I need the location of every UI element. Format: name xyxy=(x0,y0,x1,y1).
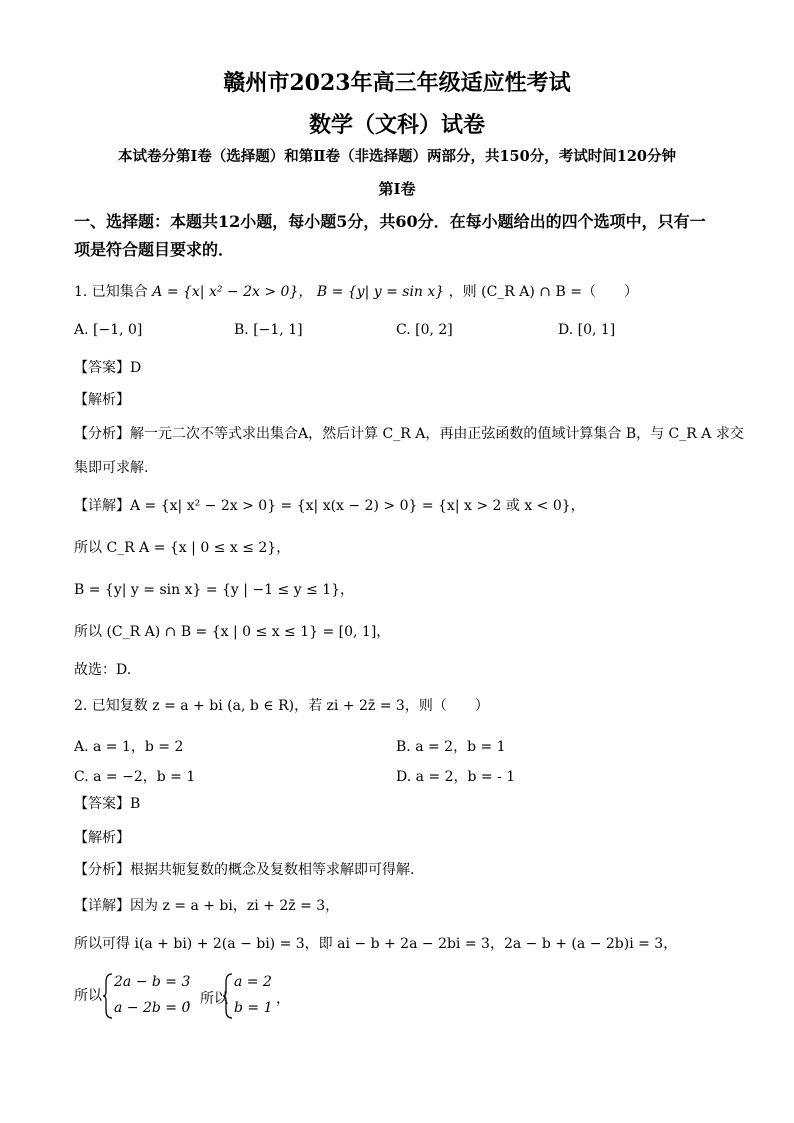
q1-analysis-line2: 集即可求解. xyxy=(74,460,149,476)
q2-detail-line1: 【详解】因为 z = a + bi，zi + 2z̄ = 3， xyxy=(74,898,340,914)
q1-answer: 【答案】D xyxy=(74,360,142,376)
exam-title: 赣州市2023年高三年级适应性考试 xyxy=(223,70,571,96)
q2-stem: 2. 已知复数 z = a + bi (a, b ∈ R)，若 zi + 2z̄ = 3，则（ ） xyxy=(74,698,489,714)
q1-detail-line5: 故选：D. xyxy=(74,662,132,678)
q2-system1-bottom: a − 2b = 0 xyxy=(114,1000,191,1016)
q2-option-c: C. a = −2，b = 1 xyxy=(74,769,196,785)
q2-system2-bottom: b = 1 xyxy=(234,1000,273,1016)
q1-set-b: B = {y| y = sin x} xyxy=(316,284,445,300)
q1-option-c: C. [0, 2] xyxy=(396,322,453,338)
q1-analysis-tag: 【解析】 xyxy=(74,392,130,408)
volume-label: 第Ⅰ卷 xyxy=(378,180,416,198)
q2-option-b: B. a = 2，b = 1 xyxy=(396,739,506,755)
q2-analysis-line1: 【分析】根据共轭复数的概念及复数相等求解即可得解. xyxy=(74,862,415,878)
q1-option-b: B. [−1, 1] xyxy=(234,322,303,338)
q1-stem-start: 1. 已知集合 xyxy=(74,284,148,300)
q2-analysis-tag: 【解析】 xyxy=(74,830,130,846)
q2-system-mid: ，所以 xyxy=(186,991,228,1007)
q1-detail-line1: 【详解】A = {x| x² − 2x > 0} = {x| x(x − 2) > 0} = {x| x > 2 或 x < 0}， xyxy=(74,498,585,514)
q1-option-d: D. [0, 1] xyxy=(558,322,616,338)
exam-note: 本试卷分第Ⅰ卷（选择题）和第Ⅱ卷（非选择题）两部分，共150分，考试时间120分钟 xyxy=(117,148,677,165)
section-heading-line2: 项是符合题目要求的． xyxy=(74,240,235,259)
q1-analysis-line1: 【分析】解一元二次不等式求出集合A，然后计算 C_R A，再由正弦函数的值域计算集合 B，与 C_R A 求交 xyxy=(74,426,744,442)
q2-system2-brace-icon xyxy=(222,972,234,1020)
q2-system-lead: 所以 xyxy=(74,988,102,1004)
q1-option-a: A. [−1, 0] xyxy=(74,322,143,338)
q1-detail-line3: B = {y| y = sin x} = {y | −1 ≤ y ≤ 1}， xyxy=(74,582,355,598)
exam-subtitle: 数学（文科）试卷 xyxy=(308,112,485,138)
q2-answer: 【答案】B xyxy=(74,796,141,812)
q1-set-a: A = {x| x² − 2x > 0}， xyxy=(152,284,313,300)
q2-option-d: D. a = 2，b = - 1 xyxy=(396,769,516,785)
q2-option-a: A. a = 1，b = 2 xyxy=(74,739,184,755)
section-heading-line1: 一、选择题：本题共12小题，每小题5分，共60分．在每小题给出的四个选项中，只有一 xyxy=(74,212,706,231)
q1-stem-end: ，则 (C_R A) ∩ B =（ ） xyxy=(448,284,638,300)
q2-system1-top: 2a − b = 3 xyxy=(114,974,191,990)
q1-detail-line4: 所以 (C_R A) ∩ B = {x | 0 ≤ x ≤ 1} = [0, 1]， xyxy=(74,624,391,640)
q2-system-end: ， xyxy=(276,991,290,1007)
q2-system2-top: a = 2 xyxy=(234,974,272,990)
q1-detail-line2: 所以 C_R A = {x | 0 ≤ x ≤ 2}， xyxy=(74,540,291,556)
q2-detail-line2: 所以可得 i(a + bi) + 2(a − bi) = 3，即 ai − b + 2a − 2bi = 3，2a − b + (a − 2b)i = 3， xyxy=(74,936,678,952)
q1-stem xyxy=(74,284,638,301)
q2-system1-brace-icon xyxy=(102,972,114,1020)
